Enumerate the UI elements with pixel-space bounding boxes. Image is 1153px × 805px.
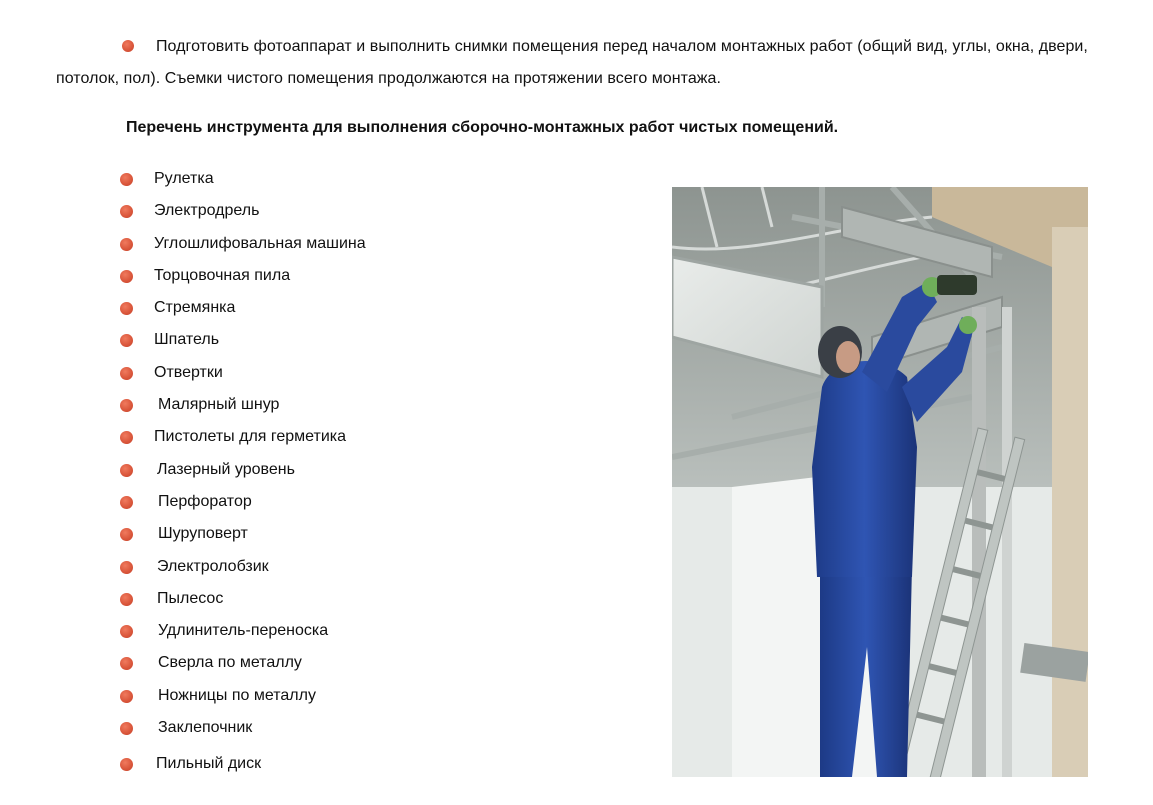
tool-label: Шпатель — [154, 331, 220, 349]
bullet-icon — [120, 496, 133, 509]
bullet-icon — [120, 431, 133, 444]
tool-label: Удлинитель-переноска — [158, 622, 329, 640]
bullet-icon — [120, 528, 133, 541]
tool-label: Пильный диск — [156, 755, 262, 773]
worker-on-ladder-photo — [672, 187, 1088, 777]
tool-label: Пылесос — [157, 589, 224, 607]
tool-label: Малярный шнур — [158, 396, 280, 414]
bullet-icon — [120, 205, 133, 218]
intro-paragraph — [56, 31, 1116, 95]
bullet-icon — [120, 625, 133, 638]
bullet-icon — [120, 399, 133, 412]
bullet-icon — [120, 367, 133, 380]
bullet-icon — [120, 561, 133, 574]
bullet-icon — [120, 302, 133, 315]
tool-label: Перфоратор — [158, 492, 252, 510]
bullet-icon — [120, 238, 133, 251]
tool-label: Лазерный уровень — [157, 460, 295, 478]
bullet-icon — [120, 334, 133, 347]
tool-label: Торцовочная пила — [154, 266, 291, 284]
tool-label: Сверла по металлу — [158, 654, 302, 672]
photo-illustration — [672, 187, 1088, 777]
bullet-icon — [120, 722, 133, 735]
tool-label: Шуруповерт — [158, 525, 248, 543]
tool-label: Отвертки — [154, 363, 223, 381]
tool-label: Пистолеты для герметика — [154, 428, 347, 446]
tool-label: Электролобзик — [157, 557, 269, 575]
tool-label: Углошлифовальная машина — [154, 234, 366, 252]
bullet-icon — [120, 173, 133, 186]
tool-label: Заклепочник — [158, 719, 253, 737]
intro-text: Подготовить фотоаппарат и выполнить снимки помещения перед началом монтажных работ (общий вид, углы, окна, двери, потолок, пол). Съемки чистого помещения продолжаются на протяжении всего монтажа. — [56, 38, 1088, 87]
bullet-icon — [120, 593, 133, 606]
bullet-icon — [120, 758, 133, 771]
bullet-icon — [122, 40, 134, 52]
tool-label: Рулетка — [154, 170, 214, 187]
tool-list-heading: Перечень инструмента для выполнения сборочно-монтажных работ чистых помещений. — [126, 119, 839, 136]
bullet-icon — [120, 690, 133, 703]
bullet-icon — [120, 270, 133, 283]
bullet-icon — [120, 657, 133, 670]
tool-label: Стремянка — [154, 299, 236, 317]
tool-label: Электродрель — [154, 202, 260, 220]
bullet-icon — [120, 464, 133, 477]
tool-label: Ножницы по металлу — [158, 686, 316, 704]
